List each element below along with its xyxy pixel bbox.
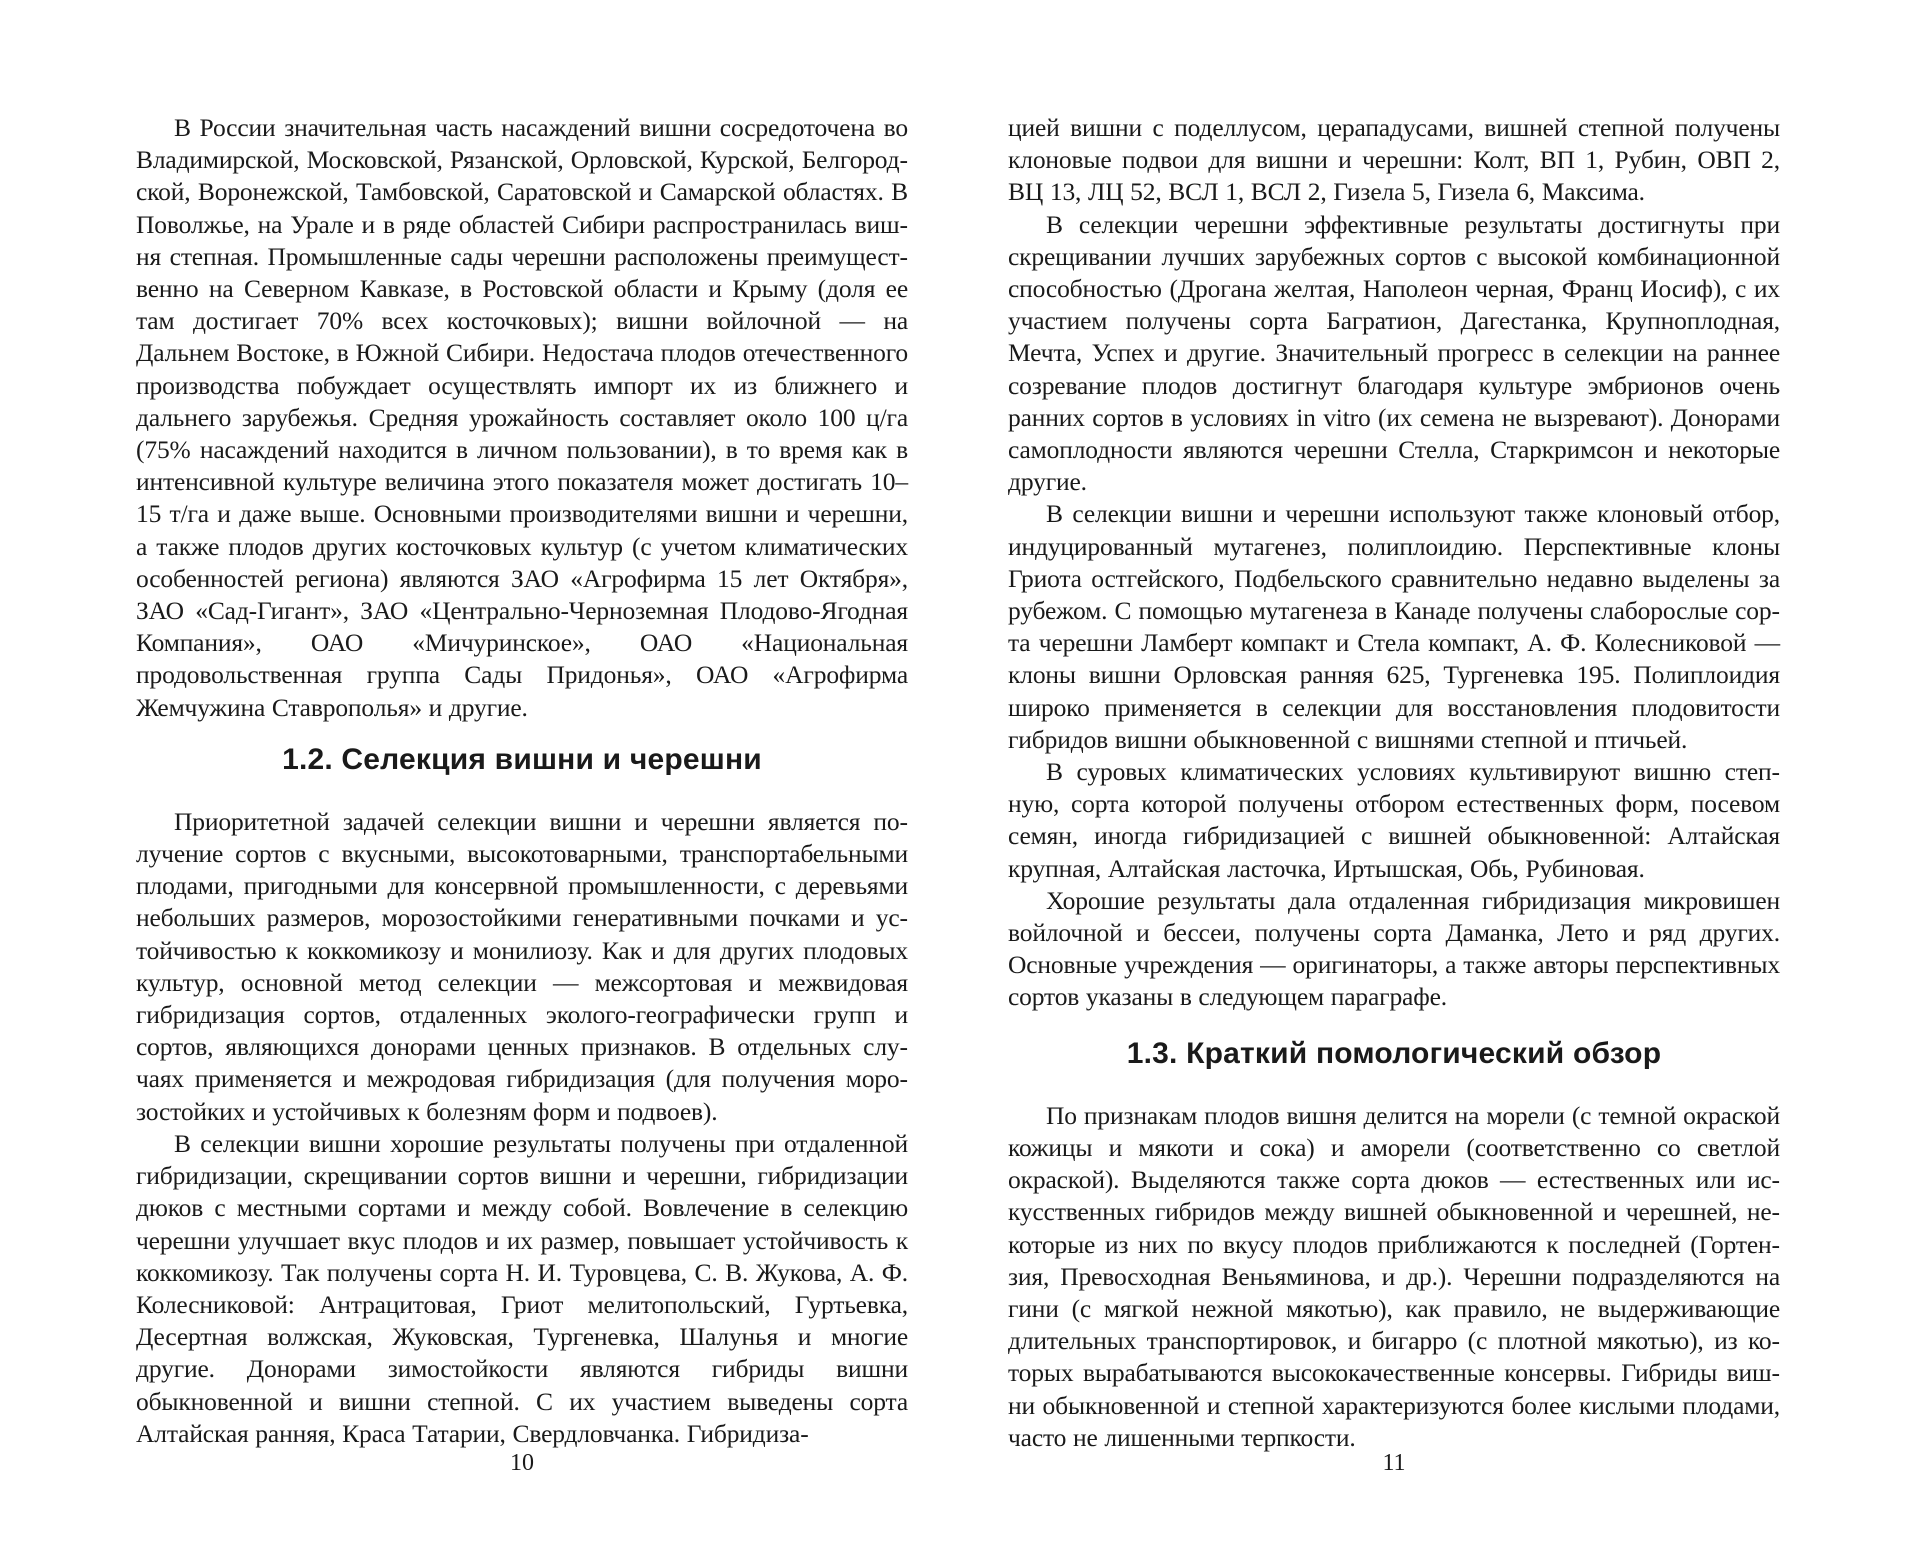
section-heading: 1.3. Краткий помологический обзор — [1126, 1036, 1662, 1070]
paragraph: Хорошие результаты дала отдаленная гибридизация микровишен войлочной и бессеи, получены сорта Даманка, Лето и ряд других. Основные учреждения — оригинаторы, а также авторы перспективных сортов указаны в следующем параграфе. — [1008, 885, 1780, 1012]
left-page — [136, 112, 908, 1492]
paragraph: В России значительная часть насаждений вишни сосредоточена во Владимирской, Московской, Рязанской, Орловской, Курской, Белгородской, Воронежской, Тамбовской, Саратовской и Самарской областях. В Поволжье, на Урале и в ряде областей Сибири распространилась вишня степная. Промышленные сады черешни расположены преимущественно на Северном Кавказе, в Ростовской области и Крыму (доля ее там достигает 70% всех косточковых); вишни войлочной — на Дальнем Востоке, в Южной Сибири. Недостача плодов отечественного производства побуждает осуществлять импорт их из ближнего и дальнего зарубежья. Средняя урожайность составляет около 100 ц/га (75% насаждений находится в личном пользовании), в то время как в интенсивной культуре величина этого показателя может достигать 10–15 т/га и даже выше. Основными производителями вишни и черешни, а также плодов других косточковых культур (с учетом климатических особенностей региона) являются ЗАО «Агрофирма 15 лет Октября», ЗАО «Сад-Гигант», ЗАО «Центрально-Черноземная Плодово-Ягодная Компания», ОАО «Мичуринское», ОАО «Национальная продовольственная группа Сады Придонья», ОАО «Агрофирма Жемчужина Ставрополья» и другие. — [136, 113, 908, 722]
paragraph: В селекции черешни эффективные результаты достигнуты при скрещивании лучших зарубежных сортов с высокой комбинационной способностью (Дрогана желтая, Наполеон черная, Франц Иосиф), с их участием получены сорта Багратион, Дагестанка, Крупноплодная, Мечта, Успех и другие. Значительный прогресс в селекции на раннее созревание плодов достигнут благодаря культуре эмбрионов очень ранних сортов в условиях in vitro (их семена не вызревают). Донорами самоплодности являются черешни Стелла, Старкримсон и некоторые другие. — [1008, 209, 1780, 497]
paragraph: Приоритетной задачей селекции вишни и черешни является получение сортов с вкусными, высокотоварными, транспортабельными плодами, пригодными для консервной промышленности, с деревьями небольших размеров, морозостойкими генеративными почками и устойчивостью к коккомикозу и монилиозу. Как и для других плодовых культур, основной метод селекции — межсортовая и межвидовая гибридизация сортов, отдаленных эколого-географически групп и сортов, являющихся донорами ценных признаков. В отдельных случаях применяется и межродовая гибридизация (для получения морозостойких и устойчивых к болезням форм и подвоев). — [136, 806, 908, 1126]
page-number: 10 — [510, 1450, 534, 1476]
paragraph: В селекции вишни хорошие результаты получены при отдаленной гибридизации, скрещивании сортов вишни и черешни, гибридизации дюков с местными сортами и между собой. Вовлечение в селекцию черешни улучшает вкус плодов и их размер, повышает устойчивость к коккомикозу. Так получены сорта Н. И. Туровцева, С. В. Жукова, А. Ф. Колесниковой: Антрацитовая, Гриот мелитопольский, Гуртьевка, Десертная волжская, Жуковская, Тургеневка, Шалунья и многие другие. Донорами зимостойкости являются гибриды вишни обыкновенной и вишни степной. С их участием выведены сорта Алтайская ранняя, Краса Татарии, Свердловчанка. Гибридиза- — [136, 1128, 908, 1448]
paragraph: цией вишни с поделлусом, церападусами, вишней степной получены клоновые подвои для вишни и черешни: Колт, ВП 1, Рубин, ОВП 2, ВЦ 13, ЛЦ 52, ВСЛ 1, ВСЛ 2, Гизела 5, Гизела 6, Максима. — [1008, 113, 1780, 207]
paragraph: По признакам плодов вишня делится на морели (с темной окраской кожицы и мякоти и сока) и аморели (соответственно со светлой окраской). Выделяются также сорта дюков — естественных или искусственных гибридов между вишней обыкновенной и черешней, некоторые из них по вкусу плодов приближаются к последней (Гортензия, Превосходная Веньяминова, и др.). Черешни подразделяются на гини (с мягкой нежной мякотью), как правило, не выдерживающие длительных транспортировок, и бигарро (с плотной мякотью), из которых вырабатываются высококачественные консервы. Гибриды вишни обыкновенной и степной характеризуются более кислыми плодами, часто не лишенными терпкости. — [1008, 1100, 1780, 1452]
paragraph: В суровых климатических условиях культивируют вишню степную, сорта которой получены отбором естественных форм, посевом семян, иногда гибридизацией с вишней обыкновенной: Алтайская крупная, Алтайская ласточка, Иртышская, Обь, Рубиновая. — [1008, 757, 1780, 883]
section-heading: 1.2. Селекция вишни и черешни — [282, 742, 762, 776]
paragraph: В селекции вишни и черешни используют также клоновый отбор, индуцированный мутагенез, полиплоидию. Перспективные клоны Гриота остгейского, Подбельского сравнительно недавно выделены за рубежом. С помощью мутагенеза в Канаде получены слаборослые сорта черешни Ламберт компакт и Стела компакт, А. Ф. Колесниковой — клоны вишни Орловская ранняя 625, Тургеневка 195. Полиплоидия широко применяется в селекции для восстановления плодовитости гибридов вишни обыкновенной с вишнями степной и птичьей. — [1008, 499, 1780, 754]
page-number: 11 — [1382, 1450, 1406, 1476]
right-page — [1008, 112, 1780, 1492]
